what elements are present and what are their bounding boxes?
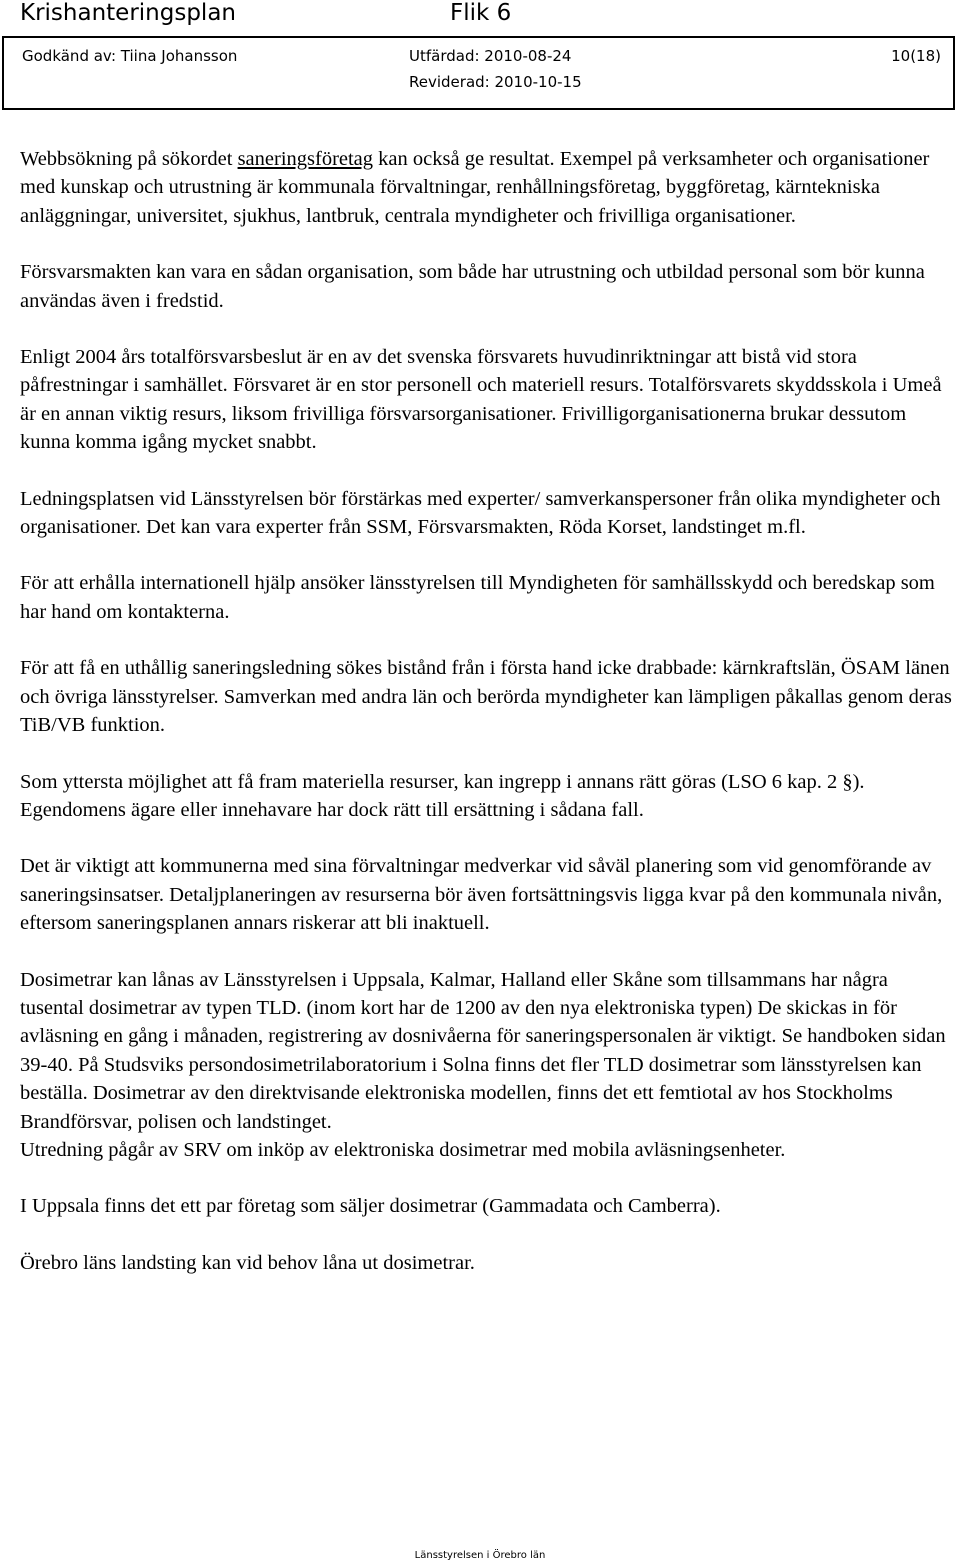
- paragraph-8: Det är viktigt att kommunerna med sina förvaltningar medverkar vid såväl planering som vid genomförande av saneringsinsatser. Detaljplaneringen av resurserna bör även fortsättningsvis ligga kvar på den kommunala nivån, eftersom saneringsplanen annars riskerar att bli inaktuell.: [20, 855, 943, 935]
- revised-date: Reviderad: 2010-10-15: [409, 73, 582, 91]
- paragraph-1: [20, 145, 955, 230]
- paragraph-4: Ledningsplatsen vid Länsstyrelsen bör förstärkas med experter/ samverkanspersoner från olika myndigheter och organisationer. Det kan vara experter från SSM, Försvarsmakten, Röda Korset, landstinget m.fl.: [20, 487, 941, 539]
- document-title: Krishanteringsplan: [20, 0, 236, 26]
- search-keyword-link[interactable]: saneringsföretag: [237, 148, 374, 170]
- paragraph-11: I Uppsala finns det ett par företag som säljer dosimetrar (Gammadata och Camberra).: [20, 1195, 721, 1218]
- paragraph-2: Försvarsmakten kan vara en sådan organisation, som både har utrustning och utbildad personal som bör kunna användas även i fredstid.: [20, 261, 925, 312]
- document-body: [20, 145, 955, 1305]
- paragraph-10: Utredning pågår av SRV om inköp av elektroniska dosimetrar med mobila avläsningsenheter.: [20, 1138, 786, 1161]
- document-header-box: [2, 36, 955, 110]
- issued-date: Utfärdad: 2010-08-24: [409, 47, 572, 65]
- paragraph-5: För att erhålla internationell hjälp ansöker länsstyrelsen till Myndigheten för samhällsskydd och beredskap som har hand om kontakterna.: [20, 572, 935, 623]
- approved-by: Godkänd av: Tiina Johansson: [22, 47, 238, 65]
- paragraph-7: Som yttersta möjlighet att få fram materiella resurser, kan ingrepp i annans rätt göras (LSO 6 kap. 2 §). Egendomens ägare eller innehavare har dock rätt till ersättning i sådana fall.: [20, 770, 865, 821]
- flik-label: Flik 6: [450, 0, 512, 26]
- page-footer: Länsstyrelsen i Örebro län: [414, 1550, 546, 1561]
- page-number: 10(18): [891, 47, 941, 65]
- paragraph-9: Dosimetrar kan lånas av Länsstyrelsen i Uppsala, Kalmar, Halland eller Skåne som tillsammans har några tusental dosimetrar av typen TLD. (inom kort har de 1200 av den nya elektroniska typen) De skickas in för avläsning en gång i månaden, registrering av dosnivåerna för saneringspersonalen är viktigt. Se handboken sidan 39-40. På Studsviks persondosimetrilaboratorium i Solna finns det fler TLD dosimetrar som länsstyrelsen kan beställa. Dosimetrar av den direktvisande elektroniska modellen, finns det ett femtiotal av hos Stockholms Brandförsvar, polisen och landstinget.: [20, 968, 946, 1133]
- paragraph-1-start: Webbsökning på sökordet: [20, 148, 238, 170]
- paragraph-3: Enligt 2004 års totalförsvarsbeslut är en av det svenska försvarets huvudinriktningar att bistå vid stora påfrestningar i samhället. Försvaret är en stor personell och materiell resurs. Totalförsvarets skyddsskola i Umeå är en annan viktig resurs, liksom frivilliga försvarsorganisationer. Frivilligorganisationerna brukar dessutom kunna komma igång mycket snabbt.: [20, 346, 942, 454]
- paragraph-6: För att få en uthållig saneringsledning sökes bistånd från i första hand icke drabbade: kärnkraftslän, ÖSAM länen och övriga länsstyrelser. Samverkan med andra län och berörda myndigheter kan lämpligen påkallas genom deras TiB/VB funktion.: [20, 657, 952, 737]
- paragraph-1-end: kan också ge resultat. Exempel på verksamheter och organisationer med kunskap och utrustning är kommunala förvaltningar, renhållningsföretag, byggföretag, kärntekniska anläggningar, universitet, sjukhus, lantbruk, centrala myndigheter och frivilliga organisationer.: [20, 148, 930, 227]
- paragraph-12: Örebro läns landsting kan vid behov låna ut dosimetrar.: [20, 1251, 475, 1274]
